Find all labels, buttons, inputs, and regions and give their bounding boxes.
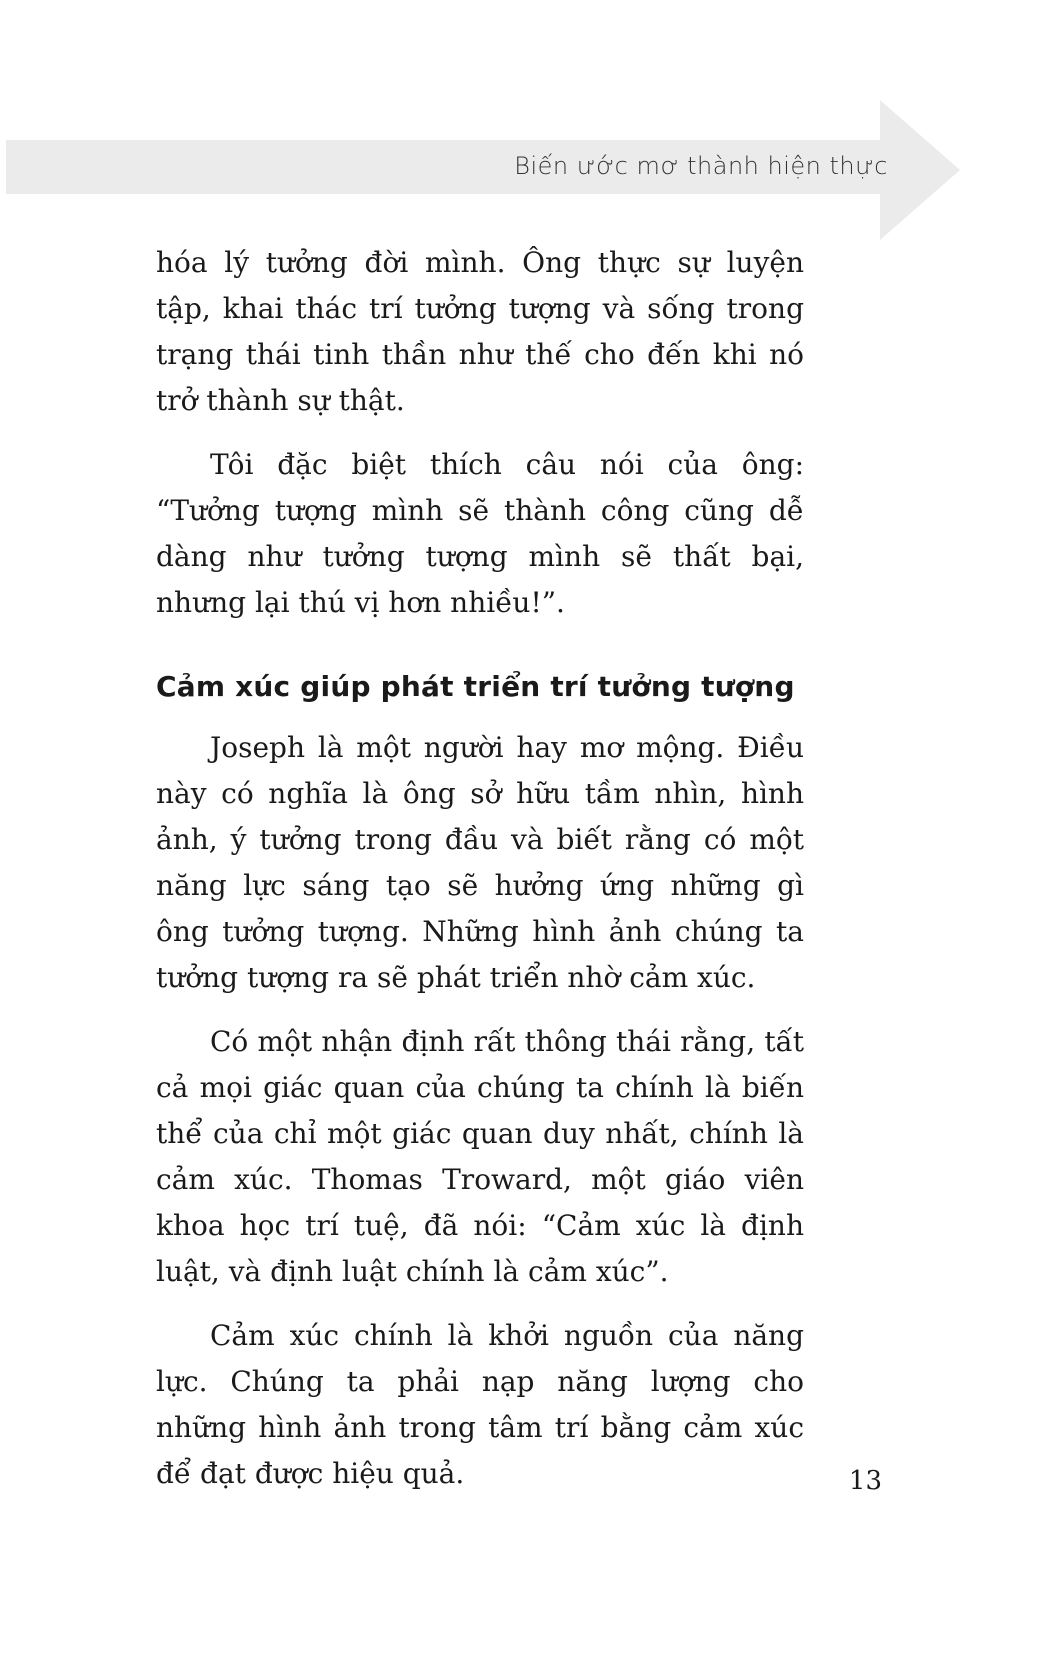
paragraph-joseph: Joseph là một người hay mơ mộng. Điều này có nghĩa là ông sở hữu tầm nhìn, hình ảnh, ý tưởng trong đầu và biết rằng có một năng lực sáng tạo sẽ hưởng ứng những gì ông tưởng tượng. Những hình ảnh chúng ta tưởng tượng ra sẽ phát triển nhờ cảm xúc.	[156, 731, 804, 994]
running-title: Biến ước mơ thành hiện thực	[514, 152, 888, 180]
running-header	[0, 0, 1048, 260]
header-arrow-band	[0, 0, 1048, 260]
page-number: 13	[848, 1466, 882, 1496]
page-body	[156, 240, 804, 1515]
paragraph-continuation: hóa lý tưởng đời mình. Ông thực sự luyện tập, khai thác trí tưởng tượng và sống trong trạng thái tinh thần như thế cho đến khi nó trở thành sự thật.	[156, 246, 804, 417]
section-heading: Cảm xúc giúp phát triển trí tưởng tượng	[156, 670, 795, 703]
paragraph-energy: Cảm xúc chính là khởi nguồn của năng lực. Chúng ta phải nạp năng lượng cho những hình ảnh trong tâm trí bằng cảm xúc để đạt được hiệu quả.	[156, 1319, 804, 1490]
paragraph-senses: Có một nhận định rất thông thái rằng, tất cả mọi giác quan của chúng ta chính là biến thể của chỉ một giác quan duy nhất, chính là cảm xúc. Thomas Troward, một giáo viên khoa học trí tuệ, đã nói: “Cảm xúc là định luật, và định luật chính là cảm xúc”.	[156, 1025, 804, 1288]
paragraph-quote: Tôi đặc biệt thích câu nói của ông: “Tưởng tượng mình sẽ thành công cũng dễ dàng như tưởng tượng mình sẽ thất bại, nhưng lại thú vị hơn nhiều!”.	[156, 448, 804, 619]
